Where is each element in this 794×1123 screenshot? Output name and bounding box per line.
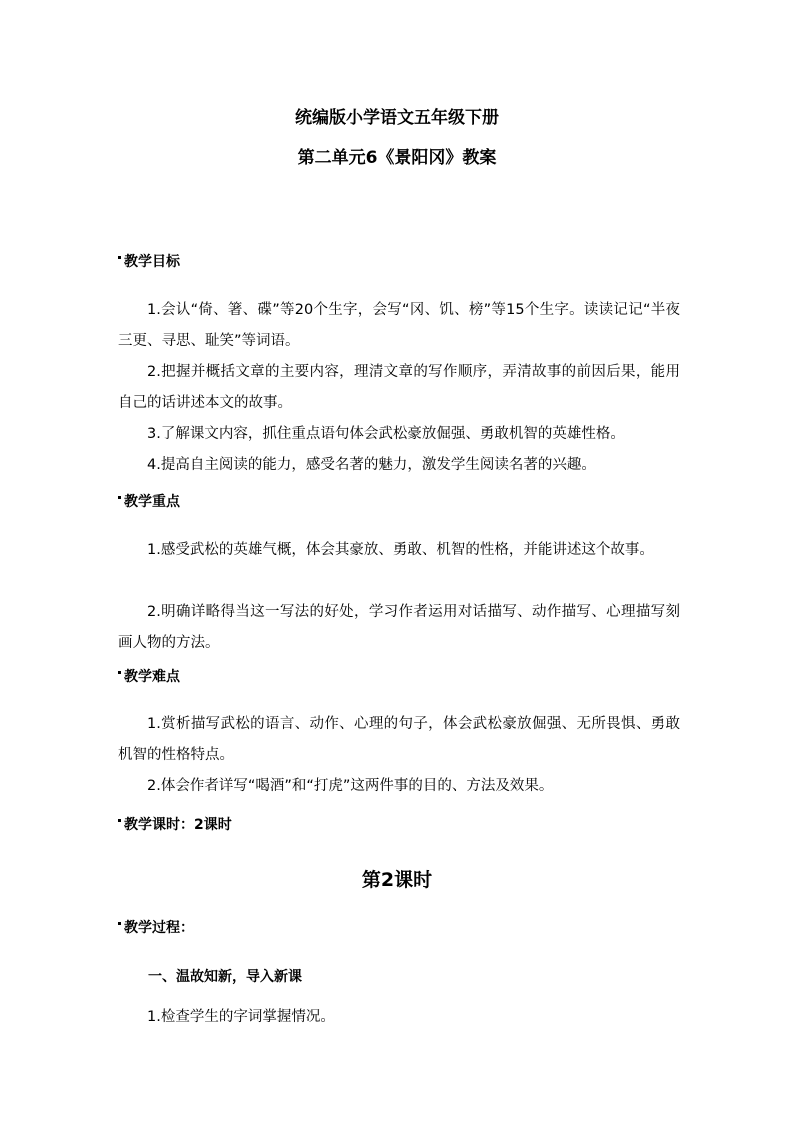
objective-item-4: 4.提高自主阅读的能力，感受名著的魅力，激发学生阅读名著的兴趣。	[147, 457, 596, 473]
section-heading-text: 教学过程：	[124, 920, 194, 936]
objective-item-1: 1.会认“倚、箸、碟”等20个生字，会写“冈、饥、榜”等15个生字。读读记记“半夜三更、寻思、耻笑”等词语。	[118, 302, 680, 349]
section-heading-text: 教学课时：2课时	[124, 817, 232, 833]
document-subtitle: 第二单元6《景阳冈》教案	[297, 148, 497, 168]
section-heading-difficulties	[118, 667, 180, 687]
bullet-dot-icon	[118, 256, 121, 259]
bullet-dot-icon	[118, 496, 121, 499]
bullet-dot-icon	[118, 819, 121, 822]
section-heading-periods	[118, 815, 232, 835]
bullet-dot-icon	[118, 671, 121, 674]
section-heading-text: 教学难点	[124, 669, 180, 685]
difficulty-item-1: 1.赏析描写武松的语言、动作、心理的句子，体会武松豪放倔强、无所畏惧、勇敢机智的性格特点。	[118, 716, 680, 763]
key-point-item-2: 2.明确详略得当这一写法的好处，学习作者运用对话描写、动作描写、心理描写刻画人物的方法。	[118, 604, 680, 651]
objective-item-2: 2.把握并概括文章的主要内容，理清文章的写作顺序，弄清故事的前因后果，能用自己的话讲述本文的故事。	[118, 364, 680, 411]
key-point-item-1: 1.感受武松的英雄气概，体会其豪放、勇敢、机智的性格，并能讲述这个故事。	[147, 542, 654, 558]
section-heading-text: 教学重点	[124, 494, 180, 510]
difficulty-item-2: 2.体会作者详写“喝酒”和“打虎”这两件事的目的、方法及效果。	[147, 778, 554, 794]
step-1-item-1: 1.检查学生的字词掌握情况。	[147, 1009, 335, 1025]
document-title: 统编版小学语文五年级下册	[295, 108, 499, 128]
step-heading-1: 一、温故知新，导入新课	[148, 969, 302, 985]
section-heading-key-points	[118, 492, 180, 512]
bullet-dot-icon	[118, 922, 121, 925]
section-heading-process	[118, 918, 194, 938]
section-heading-text: 教学目标	[124, 254, 180, 270]
objective-item-3: 3.了解课文内容，抓住重点语句体会武松豪放倔强、勇敢机智的英雄性格。	[147, 426, 625, 442]
section-heading-objectives	[118, 252, 180, 272]
lesson-title: 第2课时	[361, 869, 433, 891]
